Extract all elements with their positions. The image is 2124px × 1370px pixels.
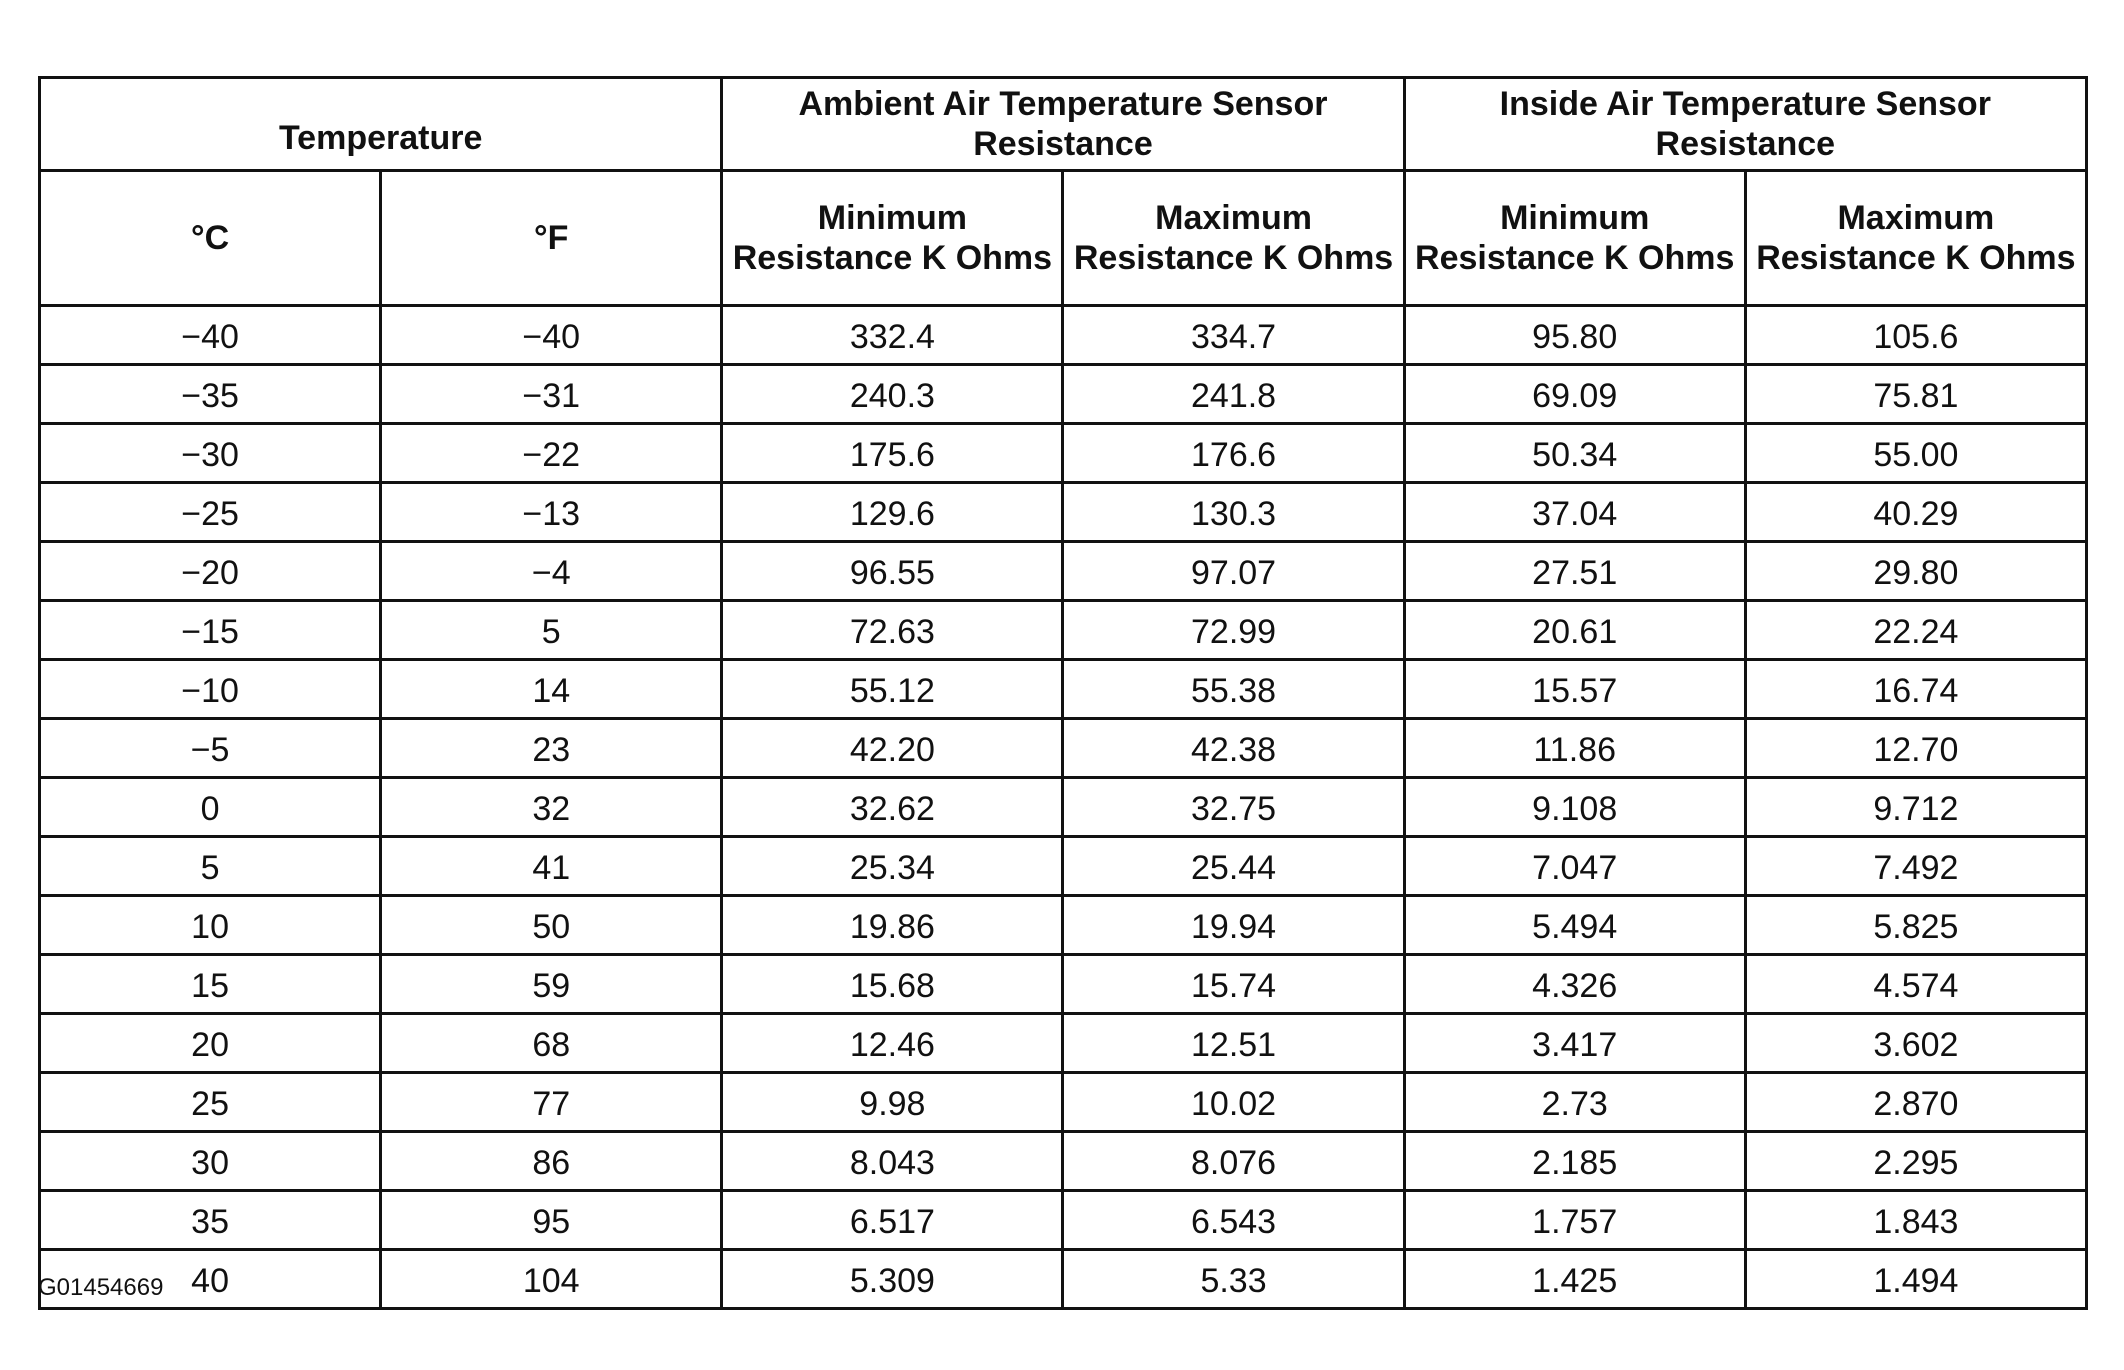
inside-max-cell: 40.29 <box>1745 483 2086 542</box>
ambient-max-cell: 12.51 <box>1063 1014 1404 1073</box>
inside-max-cell: 3.602 <box>1745 1014 2086 1073</box>
group-header-row <box>40 78 2087 171</box>
inside-min-cell: 2.185 <box>1404 1132 1745 1191</box>
celsius-cell: −40 <box>40 306 381 365</box>
fahrenheit-column-header: °F <box>381 171 722 306</box>
ambient-min-cell: 8.043 <box>722 1132 1063 1191</box>
inside-max-cell: 1.494 <box>1745 1250 2086 1309</box>
ambient-max-cell: 130.3 <box>1063 483 1404 542</box>
table-row <box>40 601 2087 660</box>
inside-max-cell: 1.843 <box>1745 1191 2086 1250</box>
inside-min-cell: 11.86 <box>1404 719 1745 778</box>
fahrenheit-cell: 41 <box>381 837 722 896</box>
fahrenheit-cell: −31 <box>381 365 722 424</box>
celsius-cell: 35 <box>40 1191 381 1250</box>
inside-max-cell: 29.80 <box>1745 542 2086 601</box>
inside-min-cell: 7.047 <box>1404 837 1745 896</box>
fahrenheit-cell: 104 <box>381 1250 722 1309</box>
table-body <box>40 306 2087 1309</box>
fahrenheit-cell: −40 <box>381 306 722 365</box>
table-row <box>40 837 2087 896</box>
table-row <box>40 1250 2087 1309</box>
inside-min-column-header: Minimum Resistance K Ohms <box>1404 171 1745 306</box>
fahrenheit-cell: 59 <box>381 955 722 1014</box>
ambient-max-cell: 42.38 <box>1063 719 1404 778</box>
celsius-cell: 5 <box>40 837 381 896</box>
celsius-column-header: °C <box>40 171 381 306</box>
celsius-cell: −30 <box>40 424 381 483</box>
ambient-min-cell: 240.3 <box>722 365 1063 424</box>
ambient-min-cell: 96.55 <box>722 542 1063 601</box>
celsius-cell: −35 <box>40 365 381 424</box>
celsius-cell: 15 <box>40 955 381 1014</box>
sensor-resistance-table <box>38 76 2088 1310</box>
inside-min-cell: 3.417 <box>1404 1014 1745 1073</box>
table-row <box>40 1014 2087 1073</box>
ambient-min-cell: 19.86 <box>722 896 1063 955</box>
ambient-min-cell: 25.34 <box>722 837 1063 896</box>
ambient-max-cell: 241.8 <box>1063 365 1404 424</box>
ambient-min-cell: 5.309 <box>722 1250 1063 1309</box>
ambient-min-cell: 12.46 <box>722 1014 1063 1073</box>
table-row <box>40 896 2087 955</box>
table-row <box>40 719 2087 778</box>
ambient-max-cell: 6.543 <box>1063 1191 1404 1250</box>
inside-max-cell: 2.295 <box>1745 1132 2086 1191</box>
inside-max-cell: 55.00 <box>1745 424 2086 483</box>
column-header-row <box>40 171 2087 306</box>
ambient-max-cell: 176.6 <box>1063 424 1404 483</box>
ambient-min-cell: 15.68 <box>722 955 1063 1014</box>
ambient-max-cell: 97.07 <box>1063 542 1404 601</box>
fahrenheit-cell: 14 <box>381 660 722 719</box>
fahrenheit-cell: −13 <box>381 483 722 542</box>
table-row <box>40 955 2087 1014</box>
table-row <box>40 778 2087 837</box>
celsius-cell: −15 <box>40 601 381 660</box>
inside-min-cell: 15.57 <box>1404 660 1745 719</box>
fahrenheit-cell: 95 <box>381 1191 722 1250</box>
inside-max-cell: 16.74 <box>1745 660 2086 719</box>
ambient-group-header: Ambient Air Temperature Sensor Resistance <box>722 78 1404 171</box>
celsius-cell: 20 <box>40 1014 381 1073</box>
celsius-cell: −20 <box>40 542 381 601</box>
ambient-min-cell: 129.6 <box>722 483 1063 542</box>
fahrenheit-cell: 32 <box>381 778 722 837</box>
ambient-max-cell: 72.99 <box>1063 601 1404 660</box>
table-row <box>40 483 2087 542</box>
inside-min-cell: 9.108 <box>1404 778 1745 837</box>
table-row <box>40 1132 2087 1191</box>
ambient-max-cell: 55.38 <box>1063 660 1404 719</box>
ambient-min-cell: 175.6 <box>722 424 1063 483</box>
celsius-cell: −10 <box>40 660 381 719</box>
ambient-max-cell: 25.44 <box>1063 837 1404 896</box>
fahrenheit-cell: 77 <box>381 1073 722 1132</box>
fahrenheit-cell: 68 <box>381 1014 722 1073</box>
inside-min-cell: 1.757 <box>1404 1191 1745 1250</box>
fahrenheit-cell: −22 <box>381 424 722 483</box>
ambient-min-cell: 42.20 <box>722 719 1063 778</box>
inside-max-column-header: Maximum Resistance K Ohms <box>1745 171 2086 306</box>
table-row <box>40 365 2087 424</box>
ambient-min-column-header: Minimum Resistance K Ohms <box>722 171 1063 306</box>
fahrenheit-cell: 5 <box>381 601 722 660</box>
table-row <box>40 542 2087 601</box>
ambient-max-cell: 10.02 <box>1063 1073 1404 1132</box>
inside-group-header: Inside Air Temperature Sensor Resistance <box>1404 78 2086 171</box>
inside-max-cell: 7.492 <box>1745 837 2086 896</box>
inside-max-cell: 75.81 <box>1745 365 2086 424</box>
celsius-cell: −5 <box>40 719 381 778</box>
inside-min-cell: 27.51 <box>1404 542 1745 601</box>
ambient-min-cell: 72.63 <box>722 601 1063 660</box>
inside-min-cell: 37.04 <box>1404 483 1745 542</box>
inside-min-cell: 20.61 <box>1404 601 1745 660</box>
celsius-cell: 25 <box>40 1073 381 1132</box>
table-row <box>40 424 2087 483</box>
celsius-cell: −25 <box>40 483 381 542</box>
inside-min-cell: 50.34 <box>1404 424 1745 483</box>
table-row <box>40 1073 2087 1132</box>
celsius-cell: 10 <box>40 896 381 955</box>
inside-max-cell: 105.6 <box>1745 306 2086 365</box>
inside-min-cell: 69.09 <box>1404 365 1745 424</box>
inside-max-cell: 5.825 <box>1745 896 2086 955</box>
ambient-max-column-header: Maximum Resistance K Ohms <box>1063 171 1404 306</box>
temperature-group-header: Temperature <box>40 78 722 171</box>
inside-min-cell: 2.73 <box>1404 1073 1745 1132</box>
fahrenheit-cell: 23 <box>381 719 722 778</box>
inside-min-cell: 95.80 <box>1404 306 1745 365</box>
ambient-max-cell: 8.076 <box>1063 1132 1404 1191</box>
ambient-max-cell: 32.75 <box>1063 778 1404 837</box>
fahrenheit-cell: 50 <box>381 896 722 955</box>
ambient-max-cell: 334.7 <box>1063 306 1404 365</box>
inside-max-cell: 12.70 <box>1745 719 2086 778</box>
table-row <box>40 306 2087 365</box>
figure-id: G01454669 <box>38 1274 164 1301</box>
inside-min-cell: 1.425 <box>1404 1250 1745 1309</box>
inside-max-cell: 9.712 <box>1745 778 2086 837</box>
fahrenheit-cell: −4 <box>381 542 722 601</box>
inside-min-cell: 4.326 <box>1404 955 1745 1014</box>
ambient-max-cell: 5.33 <box>1063 1250 1404 1309</box>
ambient-min-cell: 32.62 <box>722 778 1063 837</box>
ambient-min-cell: 6.517 <box>722 1191 1063 1250</box>
ambient-max-cell: 19.94 <box>1063 896 1404 955</box>
table-row <box>40 1191 2087 1250</box>
celsius-cell: 0 <box>40 778 381 837</box>
table-row <box>40 660 2087 719</box>
fahrenheit-cell: 86 <box>381 1132 722 1191</box>
celsius-cell: 40 <box>40 1250 381 1309</box>
inside-max-cell: 4.574 <box>1745 955 2086 1014</box>
inside-max-cell: 2.870 <box>1745 1073 2086 1132</box>
ambient-max-cell: 15.74 <box>1063 955 1404 1014</box>
ambient-min-cell: 9.98 <box>722 1073 1063 1132</box>
ambient-min-cell: 332.4 <box>722 306 1063 365</box>
inside-min-cell: 5.494 <box>1404 896 1745 955</box>
inside-max-cell: 22.24 <box>1745 601 2086 660</box>
ambient-min-cell: 55.12 <box>722 660 1063 719</box>
celsius-cell: 30 <box>40 1132 381 1191</box>
